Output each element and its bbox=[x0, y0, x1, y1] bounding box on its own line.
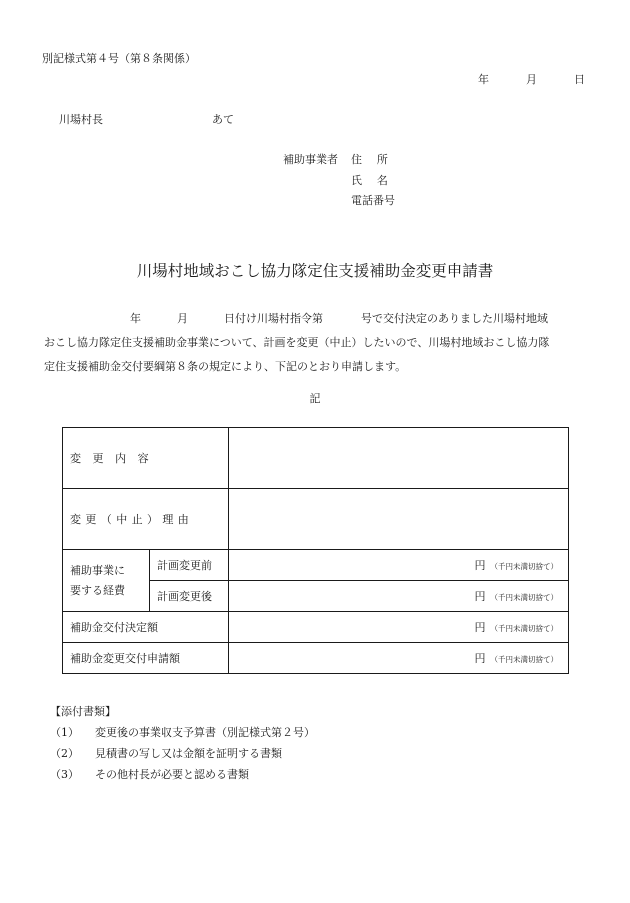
row-change-content bbox=[63, 428, 569, 489]
body-year: 年 bbox=[130, 312, 141, 325]
body-month: 月 bbox=[177, 312, 188, 325]
date-day: 日 bbox=[574, 73, 585, 86]
applicant-phone-label: 電話番号 bbox=[351, 194, 395, 207]
body-text bbox=[44, 307, 594, 379]
decided-label: 補助金交付決定額 bbox=[63, 612, 229, 643]
attachment-item: （3） その他村長が必要と認める書類 bbox=[50, 768, 249, 781]
row-change-reason bbox=[63, 489, 569, 550]
attachments bbox=[50, 701, 315, 785]
body-decision: 号で交付決定のありました川場村地域 bbox=[361, 312, 548, 325]
addressee-suffix: あて bbox=[212, 113, 234, 126]
addressee-name: 川場村長 bbox=[59, 113, 103, 126]
after-value[interactable]: 円 （千円未満切捨て） bbox=[229, 581, 569, 612]
body-line-3: 定住支援補助金交付要綱第８条の規定により、下記のとおり申請します。 bbox=[44, 360, 407, 373]
requested-label: 補助金変更交付申請額 bbox=[63, 643, 229, 674]
before-label: 計画変更前 bbox=[150, 550, 229, 581]
form-number: 別記様式第４号（第８条関係） bbox=[42, 52, 196, 65]
row-requested bbox=[63, 643, 569, 674]
date-line bbox=[470, 71, 588, 85]
change-reason-label: 変更（中止）理由 bbox=[63, 489, 229, 550]
date-month: 月 bbox=[526, 73, 537, 86]
document-title: 川場村地域おこし協力隊定住支援補助金変更申請書 bbox=[136, 262, 494, 280]
addressee bbox=[59, 111, 234, 127]
applicant-label: 補助事業者 bbox=[283, 153, 338, 166]
body-line-1 bbox=[44, 307, 594, 331]
decided-value[interactable]: 円 （千円未満切捨て） bbox=[229, 612, 569, 643]
expense-label: 補助事業に 要する経費 bbox=[63, 550, 150, 612]
change-reason-value[interactable] bbox=[229, 489, 569, 550]
body-line-2: おこし協力隊定住支援補助金事業について、計画を変更（中止）したいので、川場村地域おこし協力隊 bbox=[44, 336, 550, 349]
applicant-address-label: 住所 bbox=[351, 153, 403, 166]
attachment-item: （2） 見積書の写し又は金額を証明する書類 bbox=[50, 747, 282, 760]
requested-value[interactable]: 円 （千円未満切捨て） bbox=[229, 643, 569, 674]
applicant-name-label: 氏名 bbox=[351, 173, 403, 187]
date-year: 年 bbox=[478, 73, 489, 86]
attachments-heading: 【添付書類】 bbox=[50, 705, 116, 718]
row-decided bbox=[63, 612, 569, 643]
before-value[interactable]: 円 （千円未満切捨て） bbox=[229, 550, 569, 581]
change-content-value[interactable] bbox=[229, 428, 569, 489]
change-content-label: 変更内容 bbox=[63, 428, 229, 489]
change-table bbox=[62, 427, 569, 674]
attachment-item: （1） 変更後の事業収支予算書（別記様式第２号） bbox=[50, 726, 315, 739]
applicant-fields bbox=[351, 151, 403, 213]
after-label: 計画変更後 bbox=[150, 581, 229, 612]
body-directive: 日付け川場村指令第 bbox=[224, 312, 323, 325]
ki-heading: 記 bbox=[309, 392, 321, 405]
row-before bbox=[63, 550, 569, 581]
